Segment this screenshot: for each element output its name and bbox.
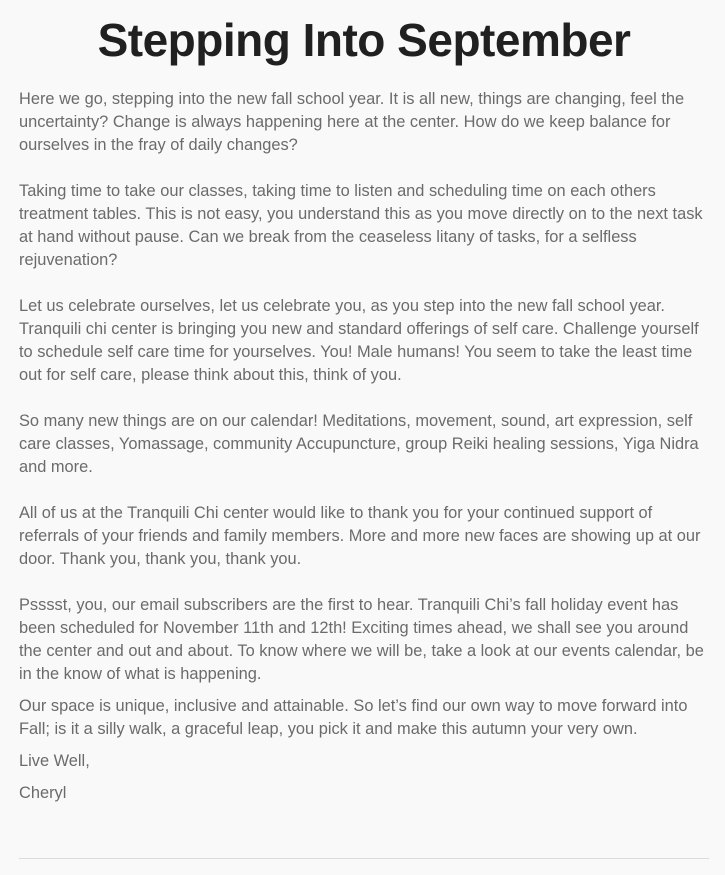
paragraph-celebrate: Let us celebrate ourselves, let us celebrate you, as you step into the new fall school year. Tranquili chi center is bringing you new and standard offerings of self care. Challenge yourself to schedule self care time for yourselves. You! Male humans! You seem to take the least time out for self care, please think about this, think of you. <box>19 297 699 384</box>
paragraph-thanks: All of us at the Tranquili Chi center would like to thank you for your continued support of referrals of your friends and family members. More and more new faces are showing up at our door. Thank you, thank you, thank you. <box>19 504 701 568</box>
paragraph-intro: Here we go, stepping into the new fall school year. It is all new, things are changing, feel the uncertainty? Change is always happening here at the center. How do we keep balance for ourselves in the fray of daily changes? <box>19 90 685 154</box>
signoff: Live Well, <box>19 752 90 770</box>
paragraph-holiday-event: Psssst, you, our email subscribers are the first to hear. Tranquili Chi’s fall holiday event has been scheduled for November 11th and 12th! Exciting times ahead, we shall see you around the center and out and about. To know where we will be, take a look at our events calendar, be in the know of what is happening. <box>19 596 704 683</box>
article-body <box>19 88 709 805</box>
paragraph-our-space: Our space is unique, inclusive and attainable. So let’s find our own way to move forward into Fall; is it a silly walk, a graceful leap, you pick it and make this autumn your very own. <box>19 697 688 738</box>
page-title: Stepping Into September <box>97 14 631 66</box>
signature: Cheryl <box>19 784 67 802</box>
paragraph-calendar: So many new things are on our calendar! Meditations, movement, sound, art expression, self care classes, Yomassage, community Accupuncture, group Reiki healing sessions, Yiga Nidra and more. <box>19 412 699 476</box>
paragraph-taking-time: Taking time to take our classes, taking time to listen and scheduling time on each others treatment tables. This is not easy, you understand this as you move directly on to the next task at hand without pause. Can we break from the ceaseless litany of tasks, for a selfless rejuvenation? <box>19 182 703 269</box>
footer-divider <box>19 858 709 859</box>
